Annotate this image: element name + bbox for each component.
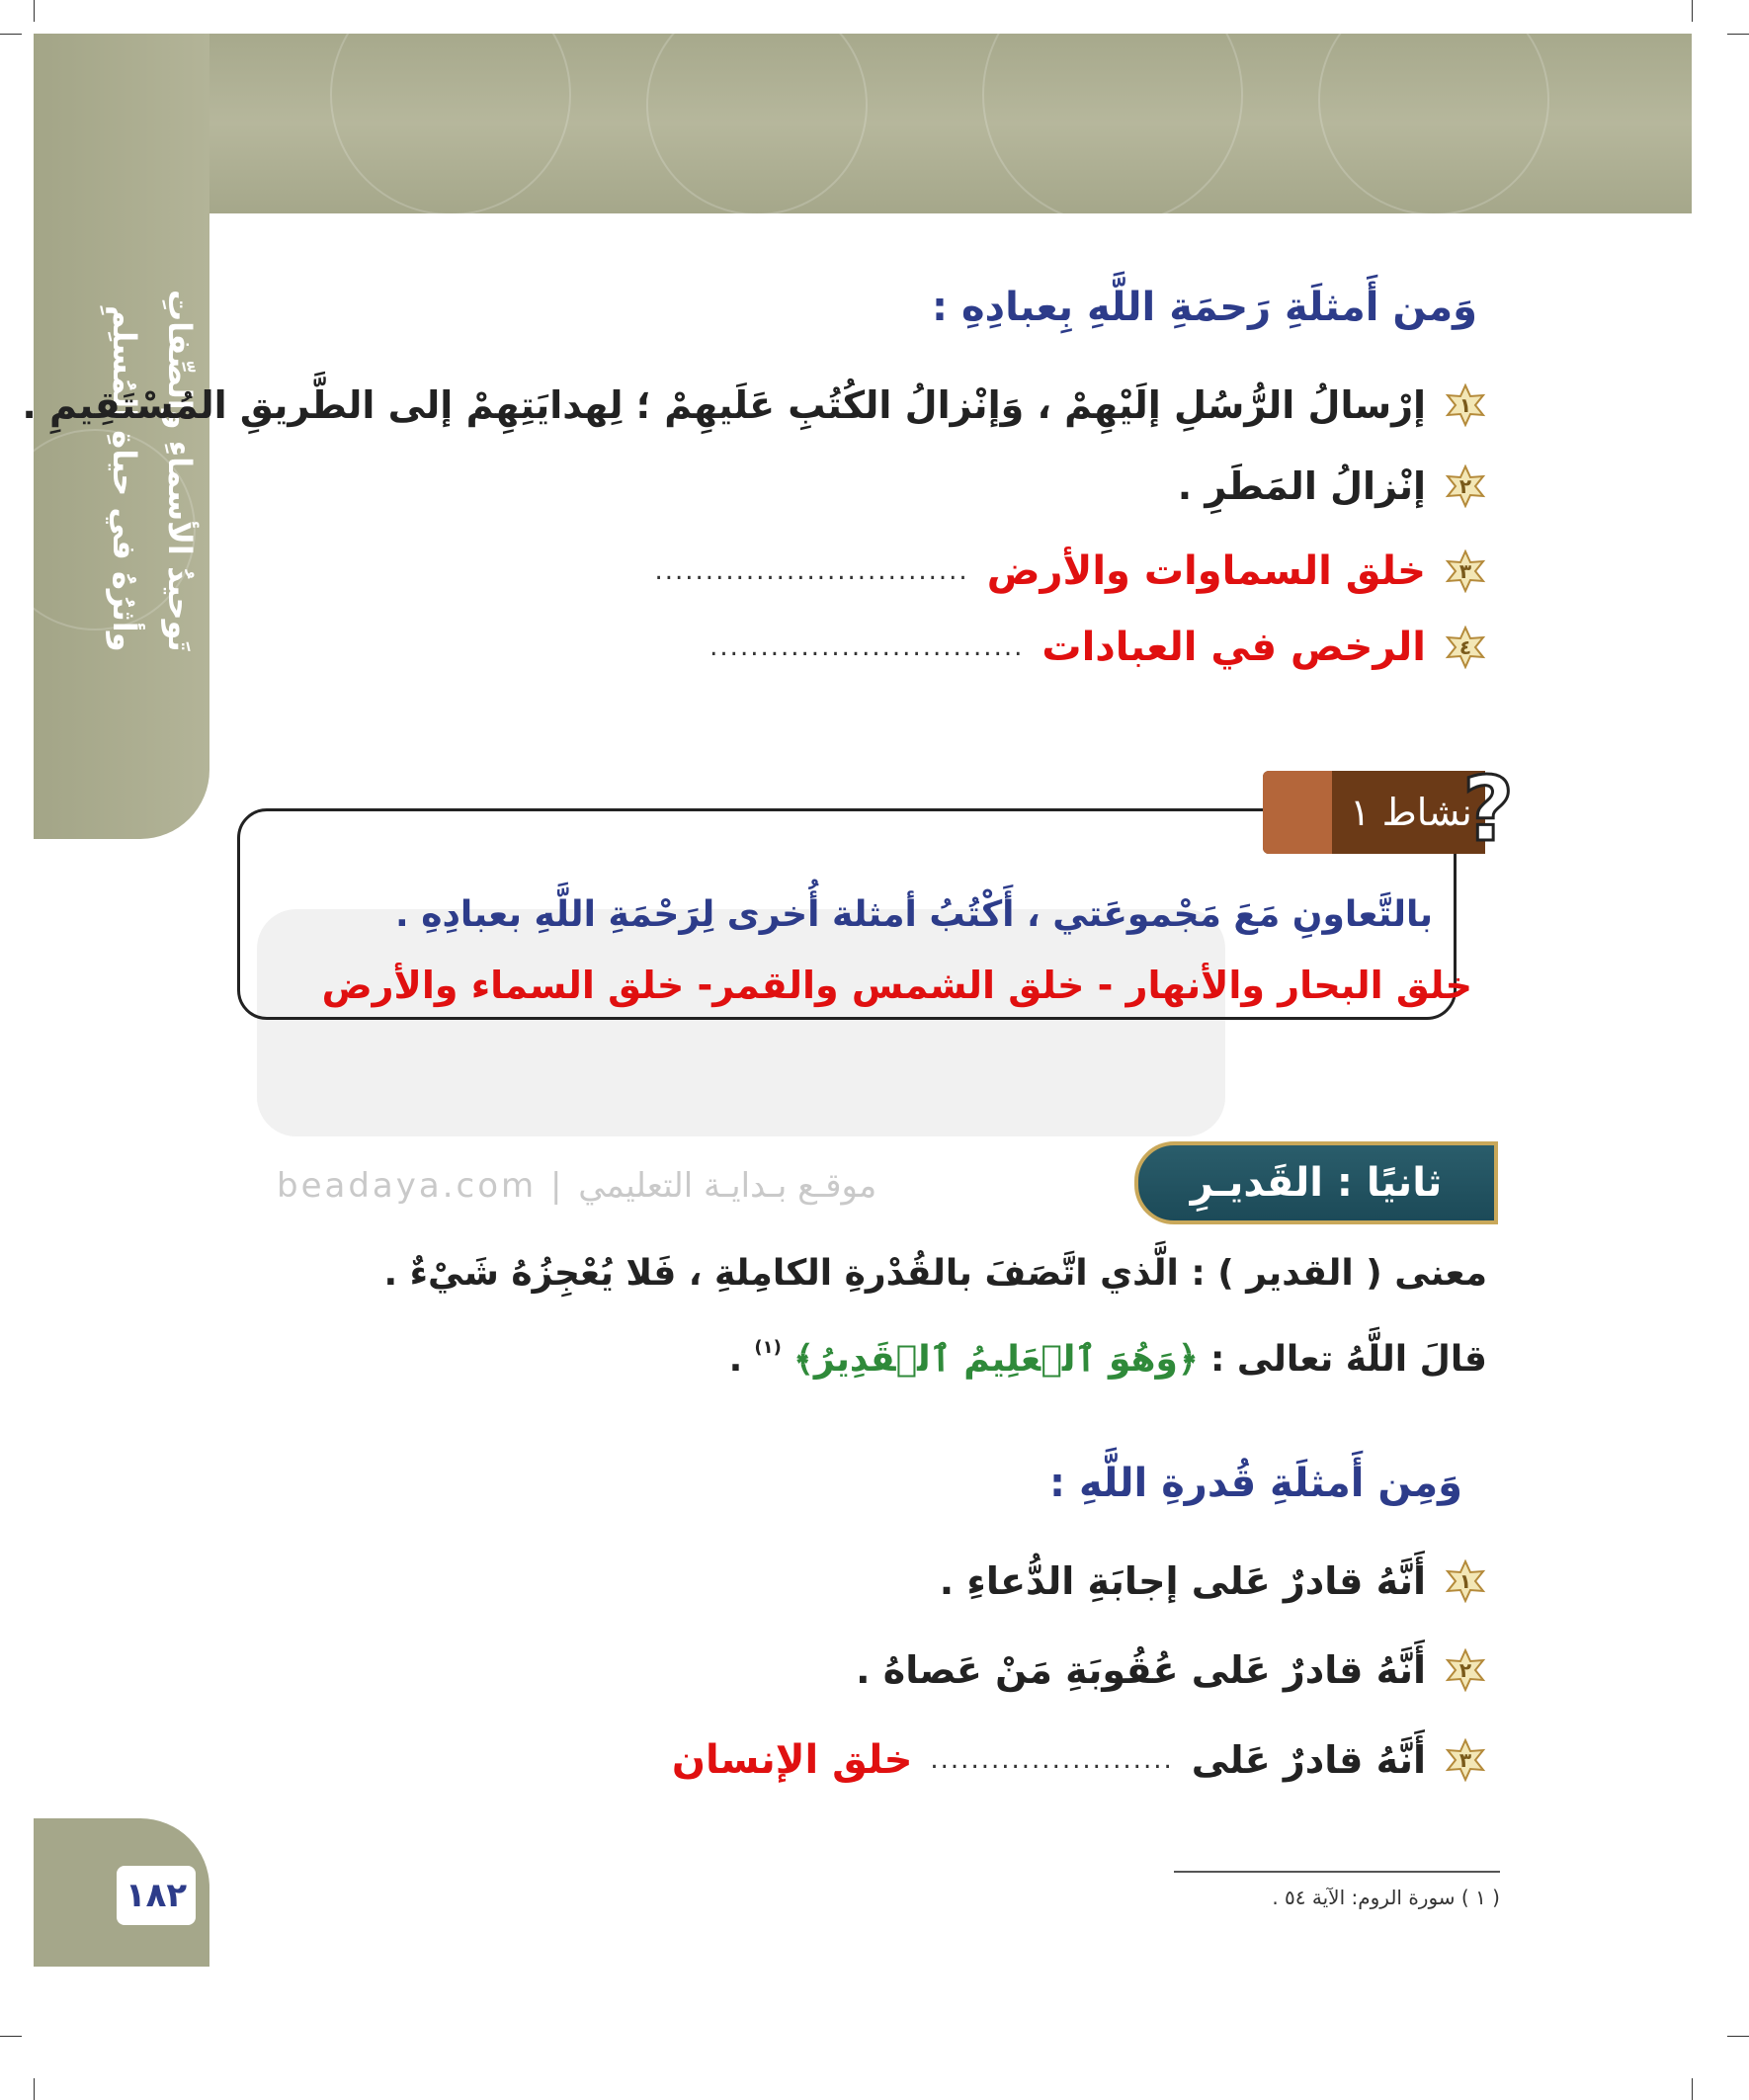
answer-text: الرخص في العبادات bbox=[1041, 625, 1426, 670]
mercy-heading: وَمن أَمثلَةِ رَحمَةِ اللَّهِ بِعبادِهِ : bbox=[932, 285, 1477, 330]
list-item bbox=[654, 548, 1487, 594]
list-item-text: أَنَّهُ قادرٌ عَلى عُقُوبَةِ مَنْ عَصاهُ . bbox=[856, 1648, 1426, 1692]
header-band bbox=[34, 34, 1692, 213]
star-number-icon: ٢ bbox=[1444, 464, 1487, 508]
list-item-text: إنْزالُ المَطَرِ . bbox=[1177, 464, 1426, 508]
answer-dots: ............................... bbox=[654, 556, 969, 586]
activity-label: نشاط ١ bbox=[1263, 771, 1485, 854]
answer-dots: ........................ bbox=[930, 1745, 1174, 1775]
crop-mark bbox=[34, 2078, 35, 2100]
crop-mark bbox=[1692, 2078, 1693, 2100]
verse-line bbox=[729, 1339, 1487, 1380]
crop-mark bbox=[0, 34, 22, 35]
chapter-title: تَوحيدُ الأسماءِ والصِّفاتِ وأثرُهُ في حياةِ المُسلِمِ bbox=[106, 290, 199, 652]
question-mark-icon: ? bbox=[1462, 758, 1515, 862]
crop-mark bbox=[1727, 2036, 1749, 2037]
watermark-text: beadaya.com | موقـع بـدايـة التعليمي bbox=[277, 1166, 877, 1206]
answer-dots: ............................... bbox=[709, 632, 1025, 662]
star-number-icon: ١ bbox=[1444, 383, 1487, 427]
list-item bbox=[1178, 464, 1487, 508]
star-number-icon: ٣ bbox=[1444, 549, 1487, 593]
meaning-text: معنى ( القدير ) : الَّذي اتَّصَفَ بالقُدْرةِ الكامِلةِ ، فَلا يُعْجِزُهُ شَيْءٌ . bbox=[383, 1253, 1487, 1294]
verse-text: ﴿وَهُوَ ٱلۡعَلِيمُ ٱلۡقَدِيرُ﴾ bbox=[792, 1339, 1199, 1380]
star-number-icon: ٢ bbox=[1444, 1648, 1487, 1692]
star-number-icon: ١ bbox=[1444, 1559, 1487, 1603]
section-title: ثانيًا : القَديـرِ bbox=[1134, 1141, 1498, 1224]
activity-answer: خلق البحار والأنهار - خلق الشمس والقمر- خلق السماء والأرض bbox=[321, 964, 1472, 1007]
crop-mark bbox=[34, 0, 35, 22]
star-number-icon: ٤ bbox=[1444, 626, 1487, 669]
crop-mark bbox=[1692, 0, 1693, 22]
list-item bbox=[709, 625, 1487, 670]
page-number: ١٨٢ bbox=[117, 1866, 196, 1925]
list-item-text: إرْسالُ الرُّسُلِ إلَيْهِمْ ، وَإنْزالُ الكُتُبِ عَلَيهِمْ ؛ لِهدايَتِهِمْ إلى الطَّريقِ المُسْتَقِيمِ . bbox=[22, 383, 1426, 427]
list-item-text: أَنَّهُ قادرٌ عَلى bbox=[1191, 1738, 1426, 1782]
list-item bbox=[672, 1737, 1487, 1783]
verse-end: . bbox=[728, 1339, 743, 1380]
crop-mark bbox=[0, 2036, 22, 2037]
star-number-icon: ٣ bbox=[1444, 1738, 1487, 1782]
verse-ref: (١) bbox=[754, 1337, 782, 1358]
answer-text: خلق السماوات والأرض bbox=[986, 548, 1426, 594]
list-item bbox=[856, 1648, 1487, 1692]
list-item bbox=[940, 1559, 1487, 1603]
list-item-text: أَنَّهُ قادرٌ عَلى إجابَةِ الدُّعاءِ . bbox=[939, 1559, 1426, 1603]
verse-intro: قالَ اللَّهُ تعالى : bbox=[1209, 1339, 1487, 1380]
list-item bbox=[22, 383, 1487, 427]
footnote: ( ١ ) سورة الروم: الآية ٥٤ . bbox=[1272, 1886, 1500, 1909]
activity-prompt: بالتَّعاونِ مَعَ مَجْموعَتي ، أَكْتُبُ أمثلة أُخرى لِرَحْمَةِ اللَّهِ بعبادِهِ . bbox=[395, 894, 1433, 935]
crop-mark bbox=[1727, 34, 1749, 35]
answer-text: خلق الإنسان bbox=[671, 1737, 913, 1783]
power-heading: وَمِن أَمثلَةِ قُدرةِ اللَّهِ : bbox=[1049, 1461, 1462, 1506]
footnote-divider bbox=[1174, 1871, 1500, 1873]
